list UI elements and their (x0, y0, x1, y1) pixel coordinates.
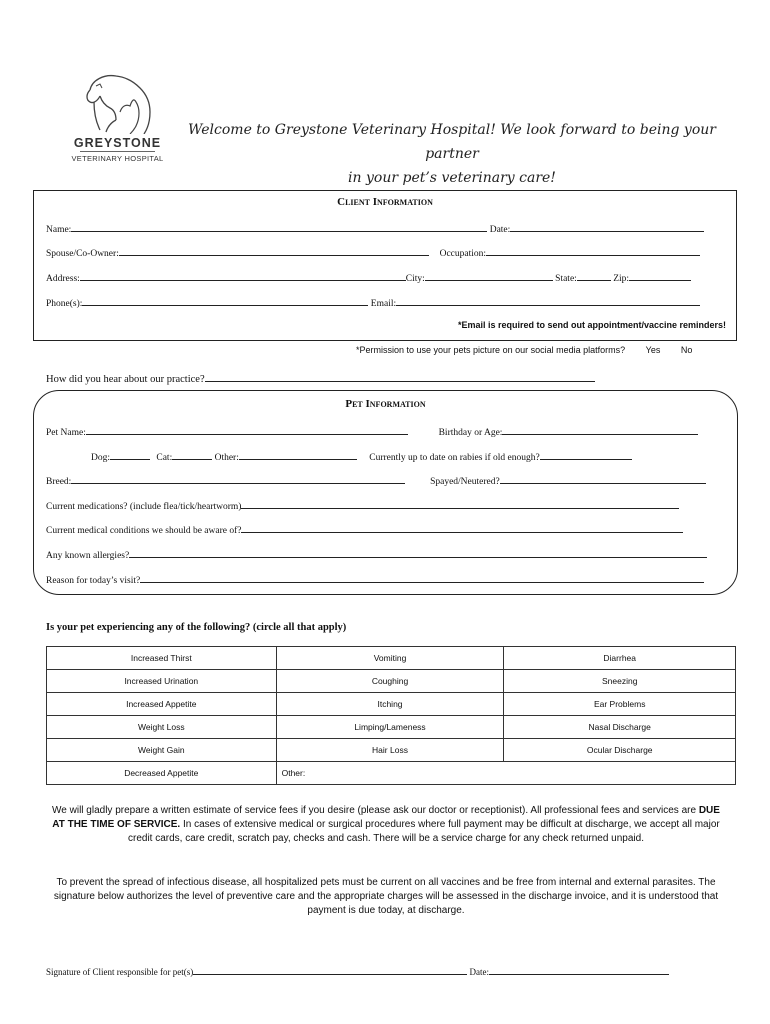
conditions-field[interactable] (241, 523, 683, 533)
fees-text-2: In cases of extensive medical or surgical procedures where full payment may be difficult at discharge, we accept all major credit cards, care credit, scratch pay, checks and cash. There will be a service charge for any check returned unpaid. (128, 819, 720, 844)
rabies-field[interactable] (540, 450, 632, 460)
city-label: City: (405, 274, 425, 284)
infection-paragraph: To prevent the spread of infectious disease, all hospitalized pets must be current on all vaccines and be free from internal and external parasites. The signature below authorizes the level of preventive care and the appropriate charges will be assessed in the discharge invoice, and it is understood that payment is due today, at discharge. (53, 877, 719, 916)
birthday-field[interactable] (502, 425, 698, 435)
client-row-2 (46, 246, 700, 259)
symptom-other-field[interactable]: Other: (276, 762, 735, 785)
fees-paragraph (46, 804, 726, 846)
fees-due-notice: DUE AT THE TIME OF SERVICE. (52, 805, 720, 830)
pet-row-4 (46, 499, 679, 512)
hear-about-label: How did you hear about our practice? (46, 374, 205, 385)
symptom-option[interactable]: Limping/Lameness (276, 716, 504, 739)
zip-field[interactable] (629, 271, 691, 281)
symptom-option[interactable]: Hair Loss (276, 739, 504, 762)
pet-name-field[interactable] (86, 425, 408, 435)
symptom-option[interactable]: Weight Loss (47, 716, 277, 739)
other-label: Other: (214, 453, 239, 463)
phone-field[interactable] (82, 296, 368, 306)
symptom-row (47, 716, 736, 739)
address-label: Address: (46, 274, 80, 284)
signature-label: Signature of Client responsible for pet(s) (46, 967, 194, 977)
occupation-label: Occupation: (439, 249, 487, 259)
symptom-option[interactable]: Decreased Appetite (47, 762, 277, 785)
pet-row-7 (46, 573, 704, 586)
pet-information-heading: Pet Information (345, 398, 426, 410)
spayed-label: Spayed/Neutered? (430, 477, 500, 487)
spayed-field[interactable] (500, 474, 706, 484)
pet-row-3 (46, 474, 706, 487)
fees-text-1: We will gladly prepare a written estimate of service fees if you desire (please ask our doctor or receptionist). All professional fees and services are (52, 805, 699, 816)
state-label: State: (555, 274, 577, 284)
conditions-label: Current medical conditions we should be aware of? (46, 526, 242, 536)
logo (70, 72, 165, 164)
reason-field[interactable] (140, 573, 704, 583)
occupation-field[interactable] (486, 246, 700, 256)
permission-question (356, 345, 692, 355)
permission-yes[interactable]: Yes (645, 345, 661, 355)
pet-row-5 (46, 523, 683, 536)
symptom-option[interactable]: Increased Appetite (47, 693, 277, 716)
symptom-row (47, 762, 736, 785)
email-required-note: *Email is required to send out appointment/vaccine reminders! (457, 320, 726, 330)
name-label: Name: (46, 225, 72, 235)
logo-name: GREYSTONE (73, 136, 162, 150)
symptom-row (47, 693, 736, 716)
dog-label: Dog: (91, 453, 110, 463)
breed-field[interactable] (71, 474, 405, 484)
name-field[interactable] (71, 222, 487, 232)
client-information-box (33, 190, 737, 341)
other-field[interactable] (239, 450, 357, 460)
symptom-option[interactable]: Ocular Discharge (504, 739, 736, 762)
hear-about-row (46, 371, 595, 385)
symptom-row (47, 647, 736, 670)
rabies-label: Currently up to date on rabies if old enough? (369, 453, 540, 463)
dog-cat-logo-icon (70, 72, 165, 134)
symptom-option[interactable]: Increased Urination (47, 670, 277, 693)
pet-name-label: Pet Name: (46, 428, 86, 438)
pet-information-box (33, 390, 738, 595)
birthday-label: Birthday or Age: (438, 428, 503, 438)
hear-about-field[interactable] (205, 371, 595, 382)
symptom-option[interactable]: Increased Thirst (47, 647, 277, 670)
dog-field[interactable] (110, 450, 150, 460)
permission-no[interactable]: No (680, 345, 693, 355)
client-row-3 (46, 271, 691, 284)
city-field[interactable] (425, 271, 553, 281)
symptom-option[interactable]: Itching (276, 693, 504, 716)
welcome-line-2: in your pet’s veterinary care! (348, 170, 556, 186)
logo-subtitle: VETERINARY HOSPITAL (71, 154, 164, 163)
signature-field[interactable] (193, 965, 467, 975)
medications-field[interactable] (241, 499, 679, 509)
symptom-row (47, 739, 736, 762)
signature-date-field[interactable] (489, 965, 669, 975)
allergies-label: Any known allergies? (46, 551, 130, 561)
client-information-heading: Client Information (337, 196, 433, 208)
spouse-label: Spouse/Co-Owner: (46, 249, 119, 259)
client-row-1 (46, 222, 704, 235)
symptoms-question: Is your pet experiencing any of the following? (circle all that apply) (46, 622, 347, 633)
breed-label: Breed: (46, 477, 72, 487)
permission-text: *Permission to use your pets picture on our social media platforms? (356, 345, 626, 355)
symptom-row (47, 670, 736, 693)
date-label: Date: (489, 225, 511, 235)
pet-row-6 (46, 548, 707, 561)
spouse-field[interactable] (119, 246, 429, 256)
pet-row-2 (91, 450, 632, 463)
welcome-line-1: Welcome to Greystone Veterinary Hospital! We look forward to being your partner (188, 122, 716, 162)
date-field[interactable] (510, 222, 704, 232)
pet-row-1 (46, 425, 698, 438)
symptom-option[interactable]: Coughing (276, 670, 504, 693)
email-label: Email: (370, 299, 397, 309)
cat-label: Cat: (156, 453, 173, 463)
allergies-field[interactable] (129, 548, 707, 558)
symptom-option[interactable]: Weight Gain (47, 739, 277, 762)
medications-label: Current medications? (include flea/tick/heartworm) (46, 502, 242, 512)
signature-row (46, 965, 669, 977)
cat-field[interactable] (172, 450, 212, 460)
reason-label: Reason for today’s visit? (46, 576, 141, 586)
symptom-option[interactable]: Sneezing (504, 670, 736, 693)
email-field[interactable] (396, 296, 700, 306)
phone-label: Phone(s): (46, 299, 83, 309)
symptom-option[interactable]: Nasal Discharge (504, 716, 736, 739)
signature-date-label: Date: (469, 967, 489, 977)
welcome-message (172, 118, 732, 190)
symptom-option[interactable]: Diarrhea (504, 647, 736, 670)
client-row-4 (46, 296, 700, 309)
state-field[interactable] (577, 271, 611, 281)
symptom-option[interactable]: Vomiting (276, 647, 504, 670)
logo-divider (80, 151, 155, 152)
symptoms-table (46, 646, 736, 785)
zip-label: Zip: (613, 274, 630, 284)
symptom-option[interactable]: Ear Problems (504, 693, 736, 716)
address-field[interactable] (80, 271, 406, 281)
